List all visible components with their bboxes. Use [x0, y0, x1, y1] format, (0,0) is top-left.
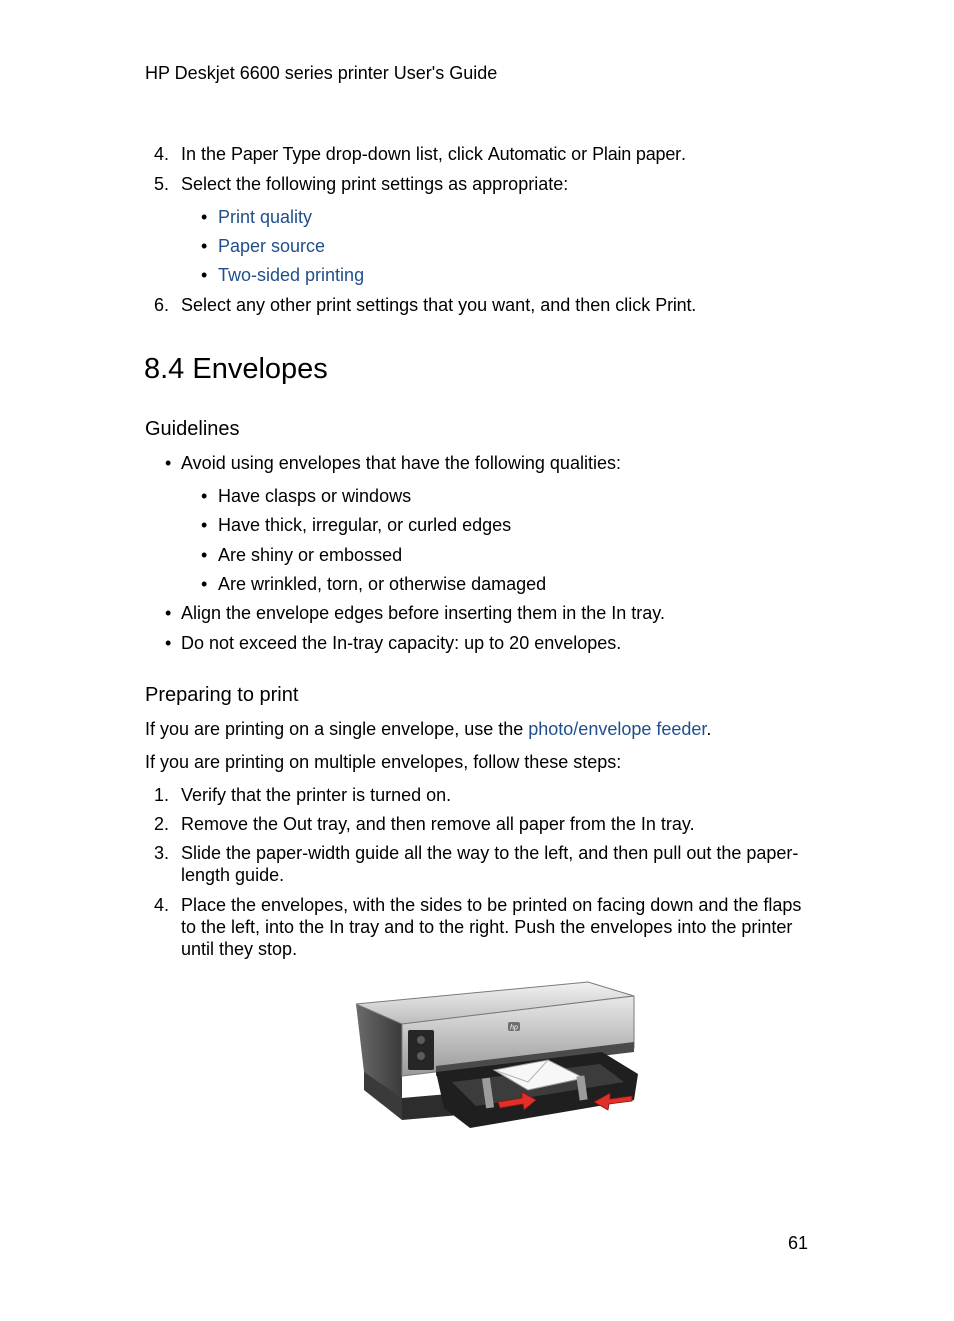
multiple-envelopes-paragraph: If you are printing on multiple envelopes, follow these steps:	[145, 752, 622, 772]
photo-envelope-feeder-link[interactable]: photo/envelope feeder	[528, 719, 707, 739]
paper-source-link[interactable]: Paper source	[218, 236, 326, 256]
single-envelope-paragraph: If you are printing on a single envelope, use the photo/envelope feeder.	[145, 719, 712, 739]
resume-button-icon	[417, 1052, 425, 1060]
page-number: 61	[788, 1233, 809, 1253]
two-sided-printing-link[interactable]: Two-sided printing	[218, 265, 365, 285]
power-button-icon	[417, 1036, 425, 1044]
printer-illustration-svg	[352, 978, 640, 1148]
printer-envelope-illustration	[352, 978, 640, 1148]
running-header: HP Deskjet 6600 series printer User's Guide	[145, 63, 498, 83]
preparing-heading: Preparing to print	[145, 684, 299, 706]
guidelines-heading: Guidelines	[145, 418, 240, 440]
print-quality-link[interactable]: Print quality	[218, 207, 313, 227]
section-title: 8.4 Envelopes	[144, 353, 328, 385]
hp-logo: hp	[510, 1024, 518, 1032]
